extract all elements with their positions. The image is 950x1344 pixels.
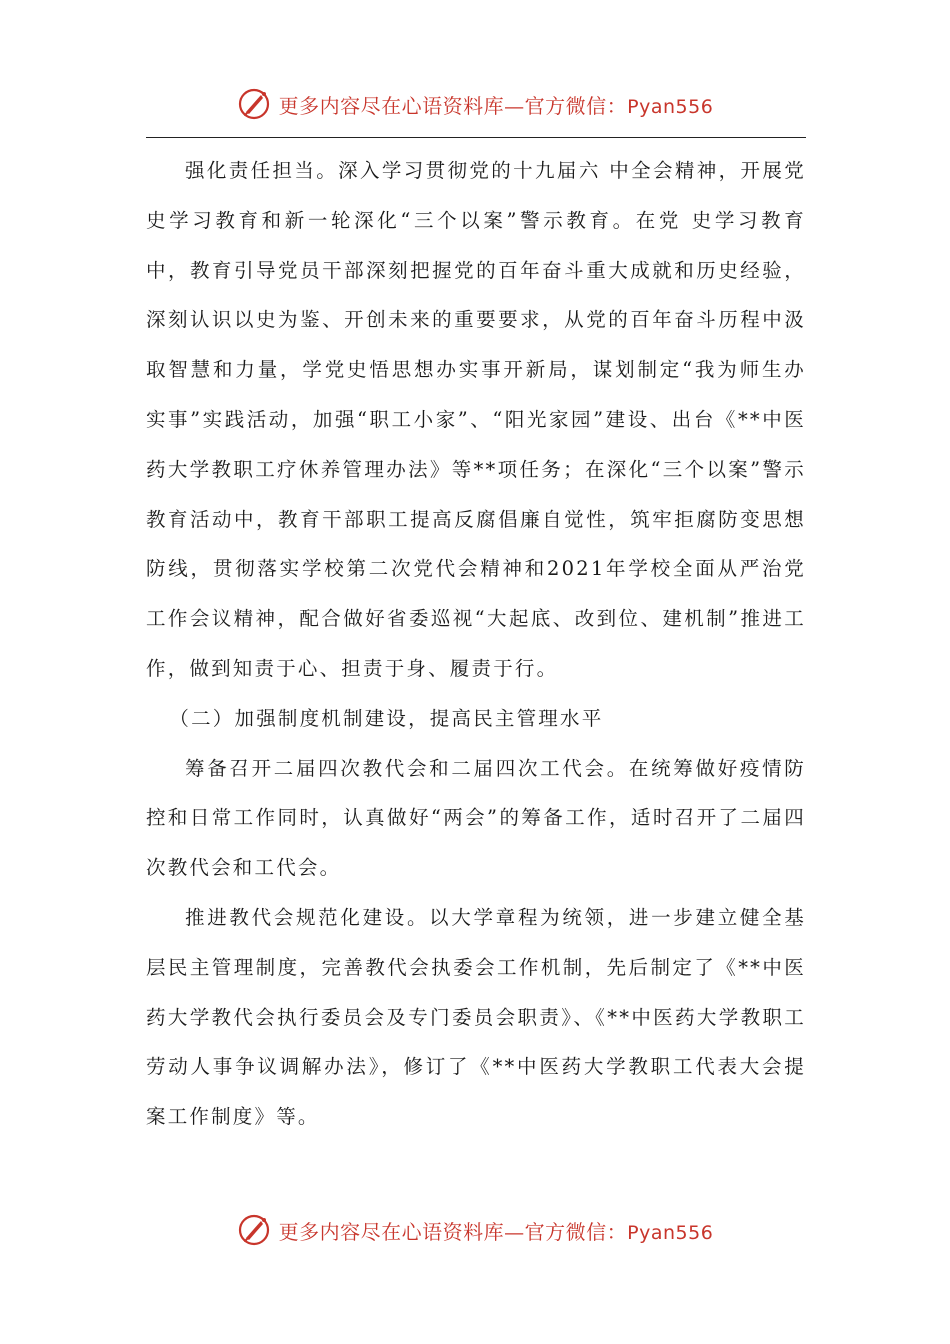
- paragraph-congress-prep: 筹备召开二届四次教代会和二届四次工代会。在统筹做好疫情防控和日常工作同时，认真做好“两会”的筹备工作，适时召开了二届四次教代会和工代会。: [146, 756, 806, 880]
- header-watermark: [0, 84, 950, 124]
- quill-logo-icon: [237, 1213, 271, 1247]
- document-body: [146, 146, 806, 1142]
- watermark-text: 更多内容尽在心语资料库—官方微信：Pyan556: [278, 93, 714, 118]
- paragraph-standardization: 推进教代会规范化建设。以大学章程为统领，进一步建立健全基层民主管理制度，完善教代会执委会工作机制，先后制定了《**中医药大学教代会执行委员会及专门委员会职责》、《**中医药大学教职工劳动人事争议调解办法》，修订了《**中医药大学教职工代表大会提案工作制度》等。: [146, 905, 806, 1129]
- section-heading-2: （二）加强制度机制建设，提高民主管理水平: [169, 706, 604, 730]
- paragraph-responsibility: 强化责任担当。深入学习贯彻党的十九届六 中全会精神，开展党 史学习教育和新一轮深化“三个以案”警示教育。在党 史学习教育中，教育引导党员干部深刻把握党的百年奋斗重大成就和历史经验，深刻认识以史为鉴、开创未来的重要要求，从党的百年奋斗历程中汲取智慧和力量，学党史悟思想办实事开新局，谋划制定“我为师生办实事”实践活动，加强“职工小家”、“阳光家园”建设、出台《**中医药大学教职工疗休养管理办法》等**项任务；在深化“三个以案”警示教育活动中，教育干部职工提高反腐倡廉自觉性，筑牢拒腐防变思想防线，贯彻落实学校第二次党代会精神和2021年学校全面从严治党工作会议精神，配合做好省委巡视“大起底、改到位、建机制”推进工作，做到知责于心、担责于身、履责于行。: [146, 159, 806, 680]
- header-rule: [146, 137, 806, 138]
- quill-logo-icon: [237, 87, 271, 121]
- footer-watermark: [0, 1210, 950, 1250]
- watermark-text: 更多内容尽在心语资料库—官方微信：Pyan556: [278, 1219, 714, 1244]
